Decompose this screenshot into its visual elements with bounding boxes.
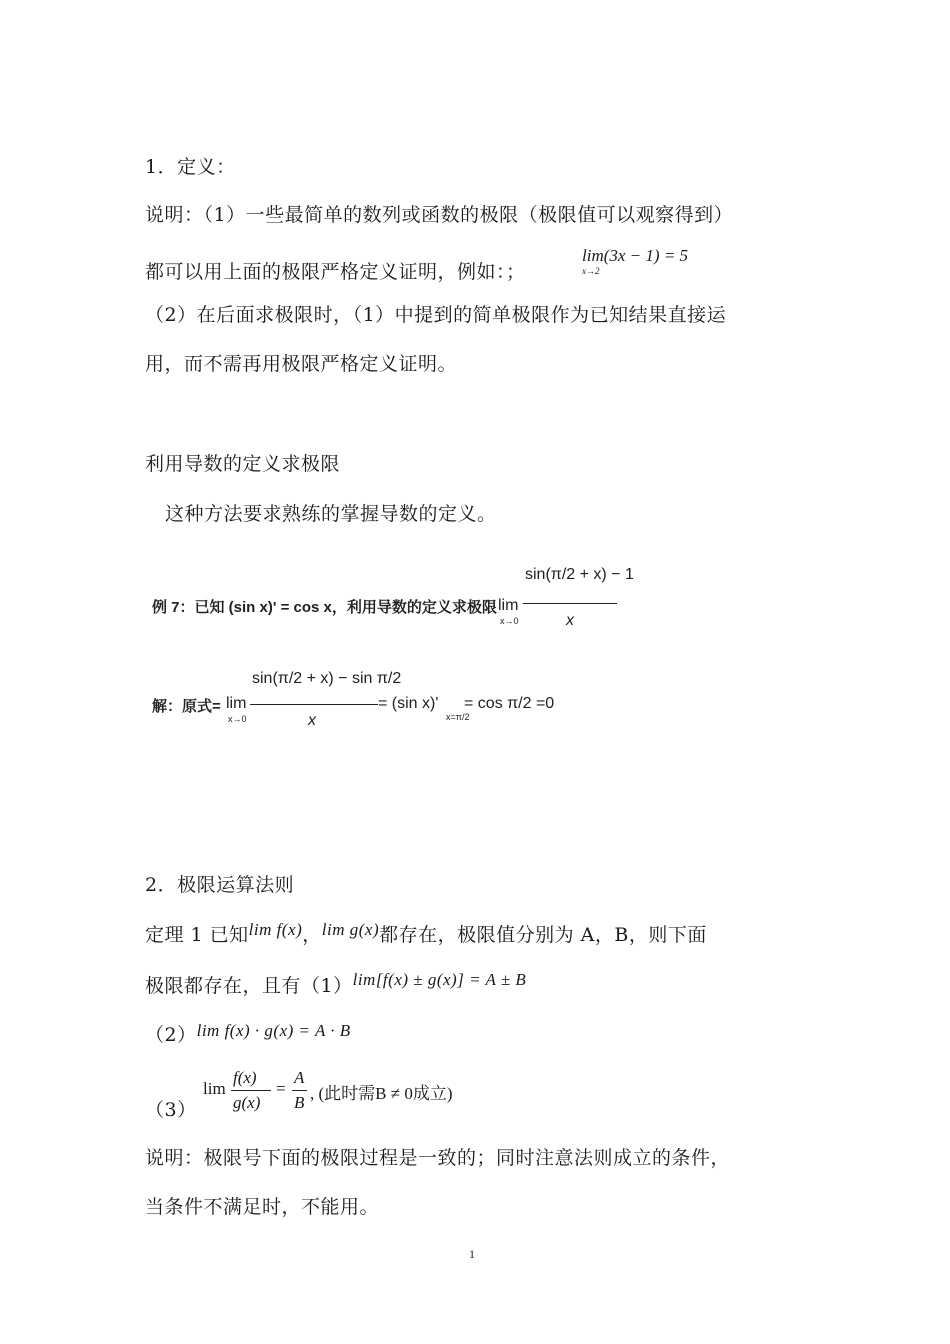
section-1-note-line-2: 都可以用上面的极限严格定义证明，例如：； [145,261,526,283]
rule-2-line [145,1023,351,1048]
example-7-numerator: sin(π/2 + x) − 1 [525,566,634,583]
derivative-heading: 利用导数的定义求极限 [145,453,341,475]
section-1-heading: 1．定义： [145,156,236,178]
rule-3-number: （3） [145,1099,197,1121]
theorem-lim-f: lim f(x) [248,920,303,939]
example-7-fraction-bar [523,603,617,604]
rule-3-numerator: f(x) [233,1068,257,1087]
page-number: 1 [469,1247,475,1261]
rule-3-lim: lim [203,1079,226,1098]
solution-result: = cos π/2 =0 [464,695,555,712]
derivative-intro: 这种方法要求熟练的掌握导数的定义。 [165,503,497,525]
example-7-lim: lim [498,597,519,614]
section-2-note-line-1: 说明：极限号下面的极限过程是一致的；同时注意法则成立的条件， [145,1147,731,1169]
rule-3-denominator: g(x) [233,1093,261,1112]
rule-2-formula: lim f(x) · g(x) = A · B [196,1021,351,1040]
solution-denominator: x [308,712,316,729]
section-1-note-line-1: 说明：（1）一些最简单的数列或函数的极限（极限值可以观察得到） [145,204,734,226]
solution-evaluation-point: x=π/2 [446,712,470,722]
solution-fraction-bar [250,704,378,705]
section-1-note-line-4: 用，而不需再用极限严格定义证明。 [145,353,458,375]
rule-3-condition: , (此时需B ≠ 0成立) [310,1084,453,1103]
theorem-separator: ， [302,924,322,946]
example-limit-formula: lim(3x − 1) = 5 [582,246,689,265]
solution-label: 解：原式= [152,698,221,715]
theorem-line-2 [145,970,527,999]
example-7-lim-subscript: x→0 [500,616,519,626]
rule-2-number: （2） [145,1024,197,1046]
rule-1-formula: lim[f(x) ± g(x)] = A ± B [352,970,527,989]
example-limit-subscript: x→2 [582,266,600,276]
rule-3-fraction-bar-left [231,1090,271,1091]
solution-equals-derivative: = (sin x)' [378,695,439,712]
example-7-denominator: x [566,612,574,629]
section-2-note-line-2: 当条件不满足时，不能用。 [145,1196,380,1218]
section-1-note-line-3: （2）在后面求极限时，（1）中提到的简单极限作为已知结果直接运 [145,304,727,326]
rule-3-B: B [294,1093,305,1112]
solution-lim-subscript: x→0 [228,714,247,724]
theorem-intro: 定理 1 已知 [145,924,249,946]
rule-3-fraction-bar-right [292,1090,307,1091]
theorem-continuation: 都存在，极限值分别为 A，B，则下面 [379,924,707,946]
theorem-lim-g: lim g(x) [321,920,380,939]
rule-3-A: A [294,1068,305,1087]
rule-3-equals: = [276,1079,286,1098]
section-2-heading: 2．极限运算法则 [145,874,295,896]
theorem-line-2-text: 极限都存在，且有（1） [145,975,353,997]
example-7-label: 例 7：已知 (sin x)' = cos x，利用导数的定义求极限 [152,599,497,616]
solution-numerator: sin(π/2 + x) − sin π/2 [252,670,402,687]
theorem-line-1 [145,920,707,948]
solution-lim: lim [226,695,247,712]
